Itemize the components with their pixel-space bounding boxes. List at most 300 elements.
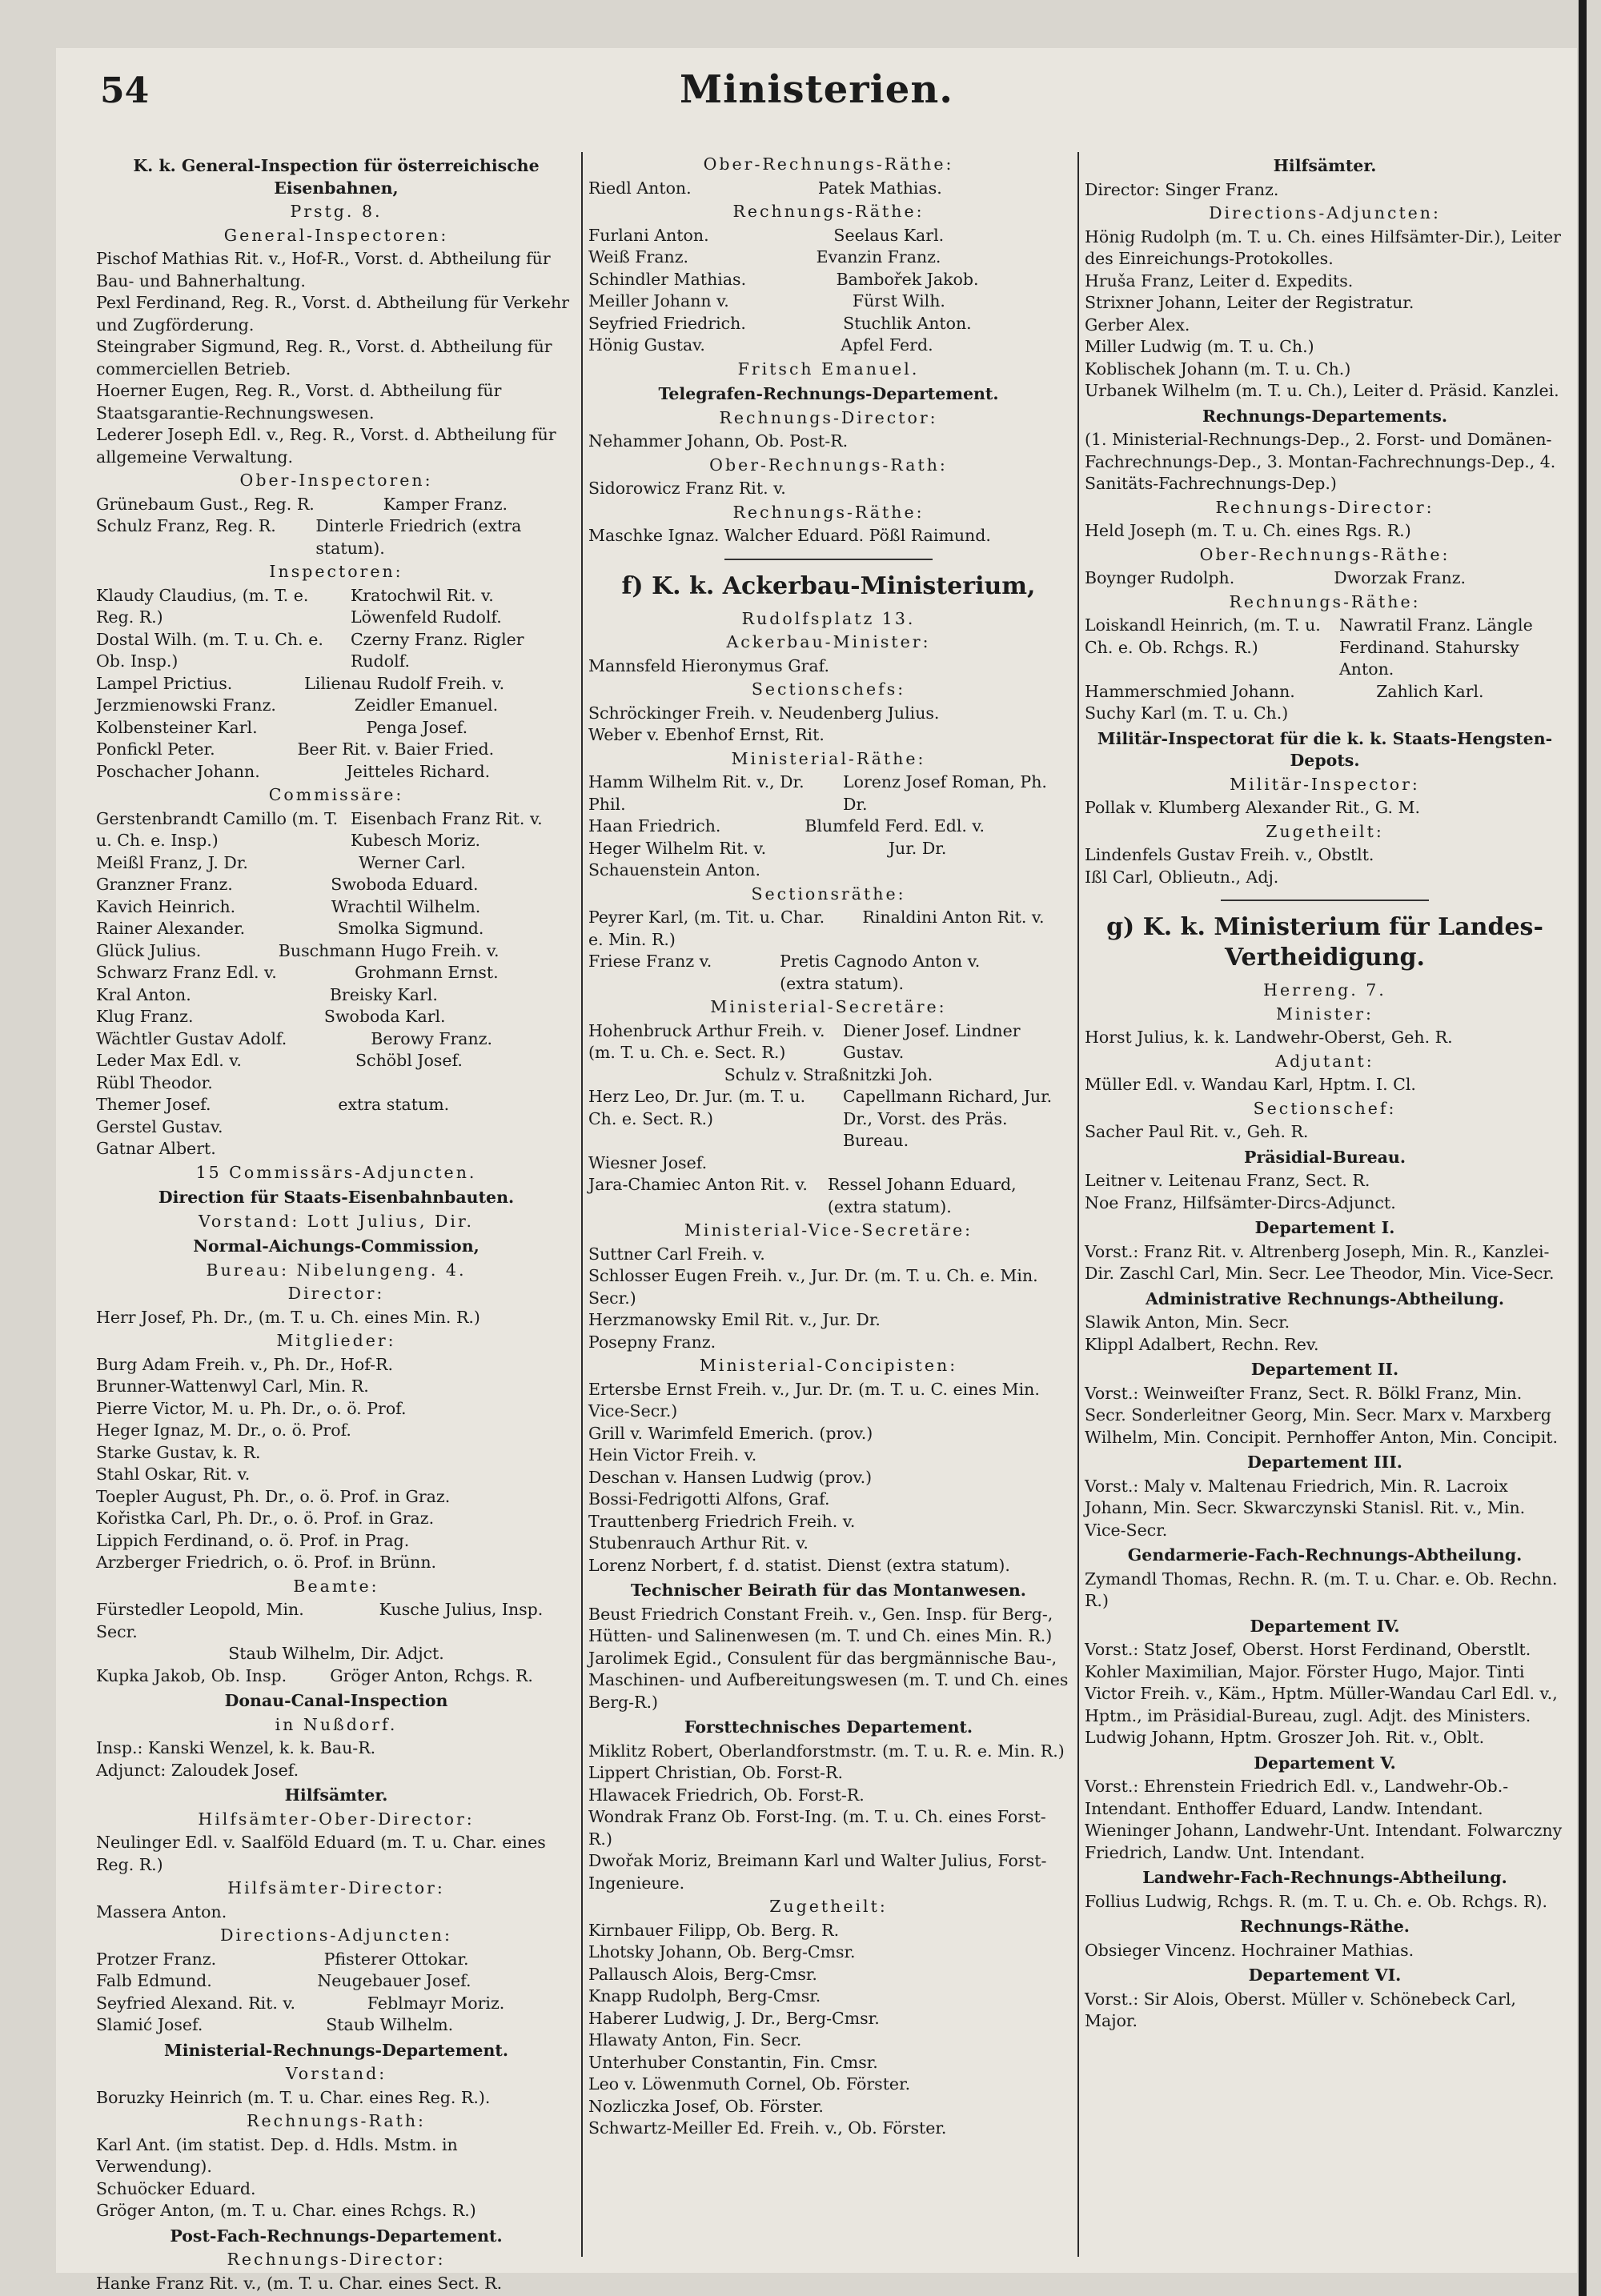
entry-right: Swoboda Eduard. bbox=[331, 875, 479, 894]
section-subheading: Ministerial-Räthe: bbox=[731, 748, 926, 768]
entry-left: Weiß Franz. bbox=[588, 247, 689, 266]
entry-right: Eisenbach Franz Rit. v. Kubesch Moriz. bbox=[351, 808, 543, 850]
entry-left: Riedl Anton. bbox=[588, 178, 692, 198]
section-subheading: Directions-Adjuncten: bbox=[1209, 203, 1441, 222]
entry-pair bbox=[96, 1006, 576, 1028]
entry: Starke Gustav, k. R. bbox=[96, 1442, 261, 1462]
entry-right: Rinaldini Anton Rit. v. bbox=[862, 908, 1045, 927]
entry-left: Kupka Jakob, Ob. Insp. bbox=[96, 1665, 287, 1685]
entry-right: Buschmann Hugo Freih. v. bbox=[278, 940, 500, 960]
entry: Koblischek Johann (m. T. u. Ch.) bbox=[1085, 359, 1351, 379]
section-heading: g) K. k. Ministerium für Landes-Vertheidigung. bbox=[1106, 913, 1543, 972]
entry: Beust Friedrich Constant Freih. v., Gen. Insp. für Berg-, Hütten- und Salinenwesen (m. T. und Ch. eines Min. R.) bbox=[588, 1604, 1053, 1645]
entry-pair bbox=[96, 874, 576, 896]
entry-left: Meiller Johann v. bbox=[588, 291, 729, 311]
entry: Pierre Victor, M. u. Ph. Dr., o. ö. Prof. bbox=[96, 1398, 407, 1418]
entry: Massera Anton. bbox=[96, 1901, 227, 1921]
entry: Arzberger Friedrich, o. ö. Prof. in Brünn. bbox=[96, 1553, 437, 1572]
section-subheading: Zugetheilt: bbox=[1266, 821, 1384, 841]
section-heading: Donau-Canal-Inspection bbox=[224, 1691, 448, 1710]
entry: Hlawaty Anton, Fin. Secr. bbox=[588, 2030, 802, 2050]
entry: Hoerner Eugen, Reg. R., Vorst. d. Abtheilung für Staatsgarantie-Rechnungswesen. bbox=[96, 381, 502, 423]
entry-pair bbox=[96, 1028, 576, 1051]
entry: Noe Franz, Hilfsämter-Dircs-Adjunct. bbox=[1085, 1192, 1396, 1212]
entry-right: Evanzin Franz. bbox=[816, 247, 941, 266]
entry-right: Feblmayr Moriz. bbox=[367, 1993, 505, 2013]
entry: Vorst.: Maly v. Maltenau Friedrich, Min. R. Lacroix Johann, Min. Secr. Skwarczynski Stanisl. Rit. v., Min. Vice-Secr. bbox=[1085, 1476, 1526, 1540]
entry-pair bbox=[96, 673, 576, 695]
entry-pair bbox=[96, 896, 576, 919]
entry-left: Hamm Wilhelm Rit. v., Dr. Phil. bbox=[588, 772, 805, 814]
section-heading: Departement I. bbox=[1254, 1218, 1395, 1237]
entry-right: Czerny Franz. Rigler Rudolf. bbox=[351, 629, 524, 671]
entry: Rübl Theodor. bbox=[96, 1072, 213, 1092]
page-number: 54 bbox=[100, 70, 150, 111]
section-subheading: Ministerial-Concipisten: bbox=[699, 1356, 958, 1375]
entry-left: Dostal Wilh. (m. T. u. Ch. e. Ob. Insp.) bbox=[96, 629, 323, 671]
entry-left: Boynger Rudolph. bbox=[1085, 568, 1235, 587]
section-subheading: Rechnungs-Director: bbox=[1215, 497, 1434, 517]
entry: Follius Ludwig, Rchgs. R. (m. T. u. Ch. e. Ob. Rchgs. R). bbox=[1085, 1891, 1548, 1911]
entry: Slawik Anton, Min. Secr. bbox=[1085, 1312, 1290, 1332]
entry-right: Kratochwil Rit. v. Löwenfeld Rudolf. bbox=[351, 585, 502, 627]
entry-right: Jur. Dr. bbox=[888, 838, 947, 858]
column-right bbox=[1085, 152, 1565, 2257]
section-subheading: Rechnungs-Director: bbox=[719, 407, 938, 427]
entry: Lippich Ferdinand, o. ö. Prof. in Prag. bbox=[96, 1530, 410, 1550]
entry: Zymandl Thomas, Rechn. R. (m. T. u. Char. e. Ob. Rechn. R.) bbox=[1085, 1569, 1558, 1610]
entry-pair bbox=[96, 962, 576, 984]
entry: Sidorowicz Franz Rit. v. bbox=[588, 479, 786, 498]
section-subheading: Beamte: bbox=[293, 1576, 379, 1596]
section-heading: Landwehr-Fach-Rechnungs-Abtheilung. bbox=[1142, 1868, 1507, 1887]
entry: Director: Singer Franz. bbox=[1085, 179, 1279, 199]
entry-pair bbox=[96, 739, 576, 761]
entry: Boruzky Heinrich (m. T. u. Char. eines Reg. R.). bbox=[96, 2087, 491, 2107]
section-heading: Forsttechnisches Departement. bbox=[684, 1717, 973, 1737]
section-heading: Normal-Aichungs-Commission, bbox=[193, 1236, 479, 1256]
page-edge-rule bbox=[1579, 0, 1587, 2296]
section-subheading: Ober-Rechnungs-Rath: bbox=[709, 455, 948, 475]
section-subheading: Rechnungs-Director: bbox=[227, 2250, 446, 2269]
section-heading: Rechnungs-Departements. bbox=[1202, 406, 1448, 426]
entry-pair bbox=[588, 1086, 1069, 1152]
entry-left: Jerzmienowski Franz. bbox=[96, 695, 276, 715]
entry-pair bbox=[96, 808, 576, 852]
section-subheading: Zugetheilt: bbox=[769, 1897, 888, 1916]
entry-right: Diener Josef. Lindner Gustav. bbox=[843, 1020, 1021, 1062]
entry: Deschan v. Hansen Ludwig (prov.) bbox=[588, 1467, 873, 1487]
entry: Gatnar Albert. bbox=[96, 1139, 216, 1158]
entry-left: Schindler Mathias. bbox=[588, 269, 747, 289]
section-subheading: Vorstand: Lott Julius, Dir. bbox=[198, 1211, 475, 1231]
entry: Horst Julius, k. k. Landwehr-Oberst, Geh. R. bbox=[1085, 1028, 1453, 1047]
entry-left: Meißl Franz, J. Dr. bbox=[96, 852, 248, 872]
entry: Miller Ludwig (m. T. u. Ch.) bbox=[1085, 337, 1314, 356]
entry-left: Klaudy Claudius, (m. T. e. Reg. R.) bbox=[96, 585, 309, 627]
entry: Insp.: Kanski Wenzel, k. k. Bau-R. bbox=[96, 1738, 376, 1757]
section-subheading: Commissäre: bbox=[268, 785, 404, 804]
section-subheading: Fritsch Emanuel. bbox=[737, 359, 920, 379]
entry: Miklitz Robert, Oberlandforstmstr. (m. T. u. R. e. Min. R.) bbox=[588, 1741, 1065, 1761]
entry-left: Friese Franz v. bbox=[588, 952, 712, 971]
entry: Schröckinger Freih. v. Neudenberg Julius. bbox=[588, 703, 940, 723]
entry: Pallausch Alois, Berg-Cmsr. bbox=[588, 1964, 817, 1984]
section-subheading: Mitglieder: bbox=[276, 1331, 396, 1350]
entry-right: Schöbl Josef. bbox=[355, 1051, 463, 1070]
page-header bbox=[56, 48, 1577, 136]
section-subheading: Sectionsräthe: bbox=[751, 884, 906, 904]
section-subheading: Ober-Rechnungs-Räthe: bbox=[1199, 544, 1451, 564]
entry-pair bbox=[588, 1174, 1069, 1218]
entry-left: Ponfickl Peter. bbox=[96, 739, 215, 759]
entry: Hlawacek Friedrich, Ob. Forst-R. bbox=[588, 1785, 865, 1805]
entry: Grill v. Warimfeld Emerich. (prov.) bbox=[588, 1423, 873, 1443]
section-heading: Departement IV. bbox=[1250, 1616, 1400, 1636]
section-heading: Technischer Beirath für das Montanwesen. bbox=[631, 1581, 1026, 1600]
entry: Knapp Rudolph, Berg-Cmsr. bbox=[588, 1986, 821, 2005]
section-subheading: Rudolfsplatz 13. bbox=[741, 608, 916, 628]
entry-left: Themer Josef. bbox=[96, 1095, 211, 1114]
section-subheading: Rechnungs-Räthe: bbox=[732, 202, 925, 221]
entry: Jarolimek Egid., Consulent für das bergmännische Bau-, Maschinen- und Aufbereitungswesen (m. T. und Ch. eines Berg-R.) bbox=[588, 1648, 1069, 1712]
entry: Vorst.: Ehrenstein Friedrich Edl. v., Landwehr-Ob.-Intendant. Enthoffer Eduard, Landw. Intendant. Wieninger Johann, Landwehr-Unt. Intendant. Folwarczny Friedrich, Landw. Unt. Intendant. bbox=[1085, 1777, 1563, 1862]
section-rule bbox=[1221, 900, 1429, 901]
entry-left: Herz Leo, Dr. Jur. (m. T. u. Ch. e. Sect. R.) bbox=[588, 1087, 806, 1128]
entry-left: Glück Julius. bbox=[96, 940, 202, 960]
entry-pair bbox=[588, 225, 1069, 247]
section-subheading: Hilfsämter-Ober-Director: bbox=[198, 1809, 475, 1829]
entry: Kirnbauer Filipp, Ob. Berg. R. bbox=[588, 1920, 840, 1940]
entry-right: extra statum. bbox=[338, 1095, 450, 1114]
entry: Herzmanowsky Emil Rit. v., Jur. Dr. bbox=[588, 1310, 881, 1329]
entry-left: Leder Max Edl. v. bbox=[96, 1051, 242, 1070]
entry-right: Fürst Wilh. bbox=[852, 291, 945, 311]
entry-right: Grohmann Ernst. bbox=[355, 963, 499, 982]
entry-pair bbox=[588, 1020, 1069, 1064]
section-subheading: Adjutant: bbox=[1275, 1051, 1374, 1071]
entry: Burg Adam Freih. v., Ph. Dr., Hof-R. bbox=[96, 1354, 393, 1374]
entry: Gerstel Gustav. bbox=[96, 1116, 223, 1136]
entry-right: Beer Rit. v. Baier Fried. bbox=[297, 739, 495, 759]
entry: Nozliczka Josef, Ob. Förster. bbox=[588, 2096, 824, 2116]
section-subheading: Sectionschef: bbox=[1253, 1098, 1397, 1118]
entry-left: Fürstedler Leopold, Min. Secr. bbox=[96, 1600, 304, 1641]
entry: Steingraber Sigmund, Reg. R., Vorst. d. Abtheilung für commerciellen Betrieb. bbox=[96, 337, 552, 379]
entry: Kořistka Carl, Ph. Dr., o. ö. Prof. in Graz. bbox=[96, 1509, 435, 1528]
entry: Brunner-Wattenwyl Carl, Min. R. bbox=[96, 1376, 369, 1396]
entry-left: Hönig Gustav. bbox=[588, 335, 705, 355]
entry-pair bbox=[96, 1970, 576, 1993]
entry-left: Schulz Franz, Reg. R. bbox=[96, 516, 276, 535]
entry-pair bbox=[588, 313, 1069, 335]
entry-left: Kolbensteiner Karl. bbox=[96, 717, 258, 737]
entry-right: Lorenz Josef Roman, Ph. Dr. bbox=[843, 772, 1047, 814]
entry: Suttner Carl Freih. v. bbox=[588, 1244, 765, 1264]
entry-right: Lilienau Rudolf Freih. v. bbox=[304, 673, 505, 693]
entry-pair bbox=[588, 951, 1069, 995]
section-heading: Departement VI. bbox=[1248, 1965, 1402, 1985]
entry: Bossi-Fedrigotti Alfons, Graf. bbox=[588, 1489, 830, 1509]
entry: Schwartz-Meiller Ed. Freih. v., Ob. Förster. bbox=[588, 2118, 947, 2138]
entry: Held Joseph (m. T. u. Ch. eines Rgs. R.) bbox=[1085, 521, 1411, 540]
entry: Lederer Joseph Edl. v., Reg. R., Vorst. d. Abtheilung für allgemeine Verwaltung. bbox=[96, 425, 556, 467]
entry-right: Nawratil Franz. Längle Ferdinand. Stahursky Anton. bbox=[1339, 615, 1533, 679]
section-heading: Administrative Rechnungs-Abtheilung. bbox=[1146, 1288, 1504, 1308]
entry-right: Werner Carl. bbox=[359, 852, 466, 872]
entry-pair bbox=[96, 2014, 576, 2037]
entry-right: Jeitteles Richard. bbox=[346, 761, 491, 781]
entry-right: Dinterle Friedrich (extra statum). bbox=[315, 516, 522, 558]
entry: Haberer Ludwig, J. Dr., Berg-Cmsr. bbox=[588, 2008, 880, 2028]
entry: Klippl Adalbert, Rechn. Rev. bbox=[1085, 1334, 1319, 1354]
section-subheading: General-Inspectoren: bbox=[223, 225, 449, 245]
entry-pair bbox=[96, 984, 576, 1007]
entry-right: Kusche Julius, Insp. bbox=[379, 1600, 544, 1619]
section-subheading: Minister: bbox=[1276, 1004, 1374, 1024]
section-subheading: Ober-Inspectoren: bbox=[239, 471, 433, 490]
entry: Vorst.: Franz Rit. v. Altrenberg Joseph, Min. R., Kanzlei-Dir. Zaschl Carl, Min. Secr. Lee Theodor, Min. Vice-Secr. bbox=[1085, 1241, 1555, 1283]
column-separator bbox=[581, 152, 583, 2257]
column-middle bbox=[588, 152, 1069, 2257]
page bbox=[56, 48, 1577, 2293]
entry-pair bbox=[96, 695, 576, 717]
entry-right: Breisky Karl. bbox=[329, 984, 438, 1004]
entry-right: Bambořek Jakob. bbox=[836, 269, 979, 289]
entry: Hein Victor Freih. v. bbox=[588, 1445, 757, 1465]
entry-right: Staub Wilhelm, Dir. Adjct. bbox=[228, 1644, 444, 1663]
entry-right: Penga Josef. bbox=[366, 717, 468, 737]
entry: Lippert Christian, Ob. Forst-R. bbox=[588, 1763, 843, 1782]
entry-pair bbox=[588, 291, 1069, 313]
section-heading: K. k. General-Inspection für österreichische Eisenbahnen, bbox=[133, 156, 540, 198]
entry-left: Jara-Chamiec Anton Rit. v. bbox=[588, 1175, 808, 1194]
entry-left: Rainer Alexander. bbox=[96, 919, 246, 938]
entry-pair bbox=[96, 585, 576, 629]
entry-left: Kral Anton. bbox=[96, 984, 191, 1004]
entry: Müller Edl. v. Wandau Karl, Hptm. I. Cl. bbox=[1085, 1075, 1416, 1094]
entry: Leo v. Löwenmuth Cornel, Ob. Förster. bbox=[588, 2074, 911, 2094]
section-heading: Präsidial-Bureau. bbox=[1244, 1147, 1406, 1167]
entry-pair bbox=[96, 940, 576, 963]
entry: Weber v. Ebenhof Ernst, Rit. bbox=[588, 725, 825, 744]
running-title: Ministerien. bbox=[680, 67, 953, 112]
entry: Stahl Oskar, Rit. v. bbox=[96, 1465, 251, 1484]
entry-right: Swoboda Karl. bbox=[323, 1007, 446, 1026]
entry-left: Poschacher Johann. bbox=[96, 761, 260, 781]
entry: Lhotsky Johann, Ob. Berg-Cmsr. bbox=[588, 1942, 856, 1961]
entry-right: Zahlich Karl. bbox=[1376, 681, 1484, 701]
entry-pair bbox=[96, 494, 576, 516]
entry: Herr Josef, Ph. Dr., (m. T. u. Ch. eines Min. R.) bbox=[96, 1307, 480, 1327]
entry-right: Pfisterer Ottokar. bbox=[323, 1949, 469, 1969]
section-subheading: Ackerbau-Minister: bbox=[726, 632, 931, 651]
entry-right: Patek Mathias. bbox=[817, 178, 942, 198]
column-left bbox=[96, 152, 576, 2293]
section-subheading: Inspectoren: bbox=[269, 562, 403, 581]
entry: Vorst.: Statz Josef, Oberst. Horst Ferdinand, Oberstlt. Kohler Maximilian, Major. Förster Hugo, Major. Tinti Victor Freih. v., Käm., Hptm. Müller-Wandau Carl Edl. v., Hptm., im Präsidial-Bureau, zugl. Adjt. des Ministers. Ludwig Johann, Hptm. Groszer Joh. Rit. v., Oblt. bbox=[1085, 1640, 1558, 1747]
section-subheading: Herreng. 7. bbox=[1263, 980, 1386, 1000]
entry: Wondrak Franz Ob. Forst-Ing. (m. T. u. Ch. eines Forst-R.) bbox=[588, 1807, 1046, 1849]
entry-left: Heger Wilhelm Rit. v. bbox=[588, 838, 767, 858]
entry-right: Pretis Cagnodo Anton v. (extra statum). bbox=[780, 952, 981, 993]
section-subheading: Director: bbox=[287, 1284, 385, 1303]
entry: Schlosser Eugen Freih. v., Jur. Dr. (m. T. u. Ch. e. Min. Secr.) bbox=[588, 1266, 1038, 1308]
section-heading: Hilfsämter. bbox=[1273, 156, 1377, 175]
section-heading: Gendarmerie-Fach-Rechnungs-Abtheilung. bbox=[1127, 1545, 1523, 1565]
entry-pair bbox=[588, 907, 1069, 951]
entry-pair bbox=[1085, 567, 1565, 590]
entry: Pischof Mathias Rit. v., Hof-R., Vorst. d. Abtheilung für Bau- und Bahnerhaltung. bbox=[96, 249, 551, 291]
entry-left: Peyrer Karl, (m. Tit. u. Char. e. Min. R.) bbox=[588, 908, 825, 949]
entry-right: Ressel Johann Eduard, (extra statum). bbox=[827, 1175, 1017, 1216]
entry: Hruša Franz, Leiter d. Expedits. bbox=[1085, 270, 1354, 291]
entry-pair bbox=[96, 1949, 576, 1971]
entry: Heger Ignaz, M. Dr., o. ö. Prof. bbox=[96, 1420, 351, 1440]
entry: Lorenz Norbert, f. d. statist. Dienst (extra statum). bbox=[588, 1555, 1010, 1575]
entry-left: Seyfried Alexand. Rit. v. bbox=[96, 1993, 296, 2013]
entry-right: Gröger Anton, Rchgs. R. bbox=[330, 1665, 533, 1685]
entry: Trauttenberg Friedrich Freih. v. bbox=[588, 1511, 856, 1531]
entry: Karl Ant. (im statist. Dep. d. Hdls. Mstm. in Verwendung). bbox=[96, 2134, 458, 2176]
entry-pair bbox=[96, 717, 576, 739]
entry-right: Capellmann Richard, Jur. Dr., Vorst. des Präs. Bureau. bbox=[843, 1087, 1053, 1150]
entry: Adjunct: Zaloudek Josef. bbox=[96, 1760, 299, 1780]
entry-pair bbox=[96, 1665, 576, 1688]
entry: Leitner v. Leitenau Franz, Sect. R. bbox=[1085, 1171, 1370, 1190]
entry-pair bbox=[96, 918, 576, 940]
entry-pair bbox=[1085, 615, 1565, 681]
entry: Ertersbe Ernst Freih. v., Jur. Dr. (m. T. u. C. eines Min. Vice-Secr.) bbox=[588, 1379, 1040, 1420]
entry-left: Granzner Franz. bbox=[96, 875, 233, 894]
entry-right: Apfel Ferd. bbox=[841, 335, 933, 355]
entry: Wiesner Josef. bbox=[588, 1152, 708, 1172]
section-heading: Hilfsämter. bbox=[284, 1785, 388, 1805]
entry-pair bbox=[1085, 681, 1565, 703]
entry: Dwořak Moriz, Breimann Karl und Walter Julius, Forst-Ingenieure. bbox=[588, 1851, 1047, 1893]
entry-left: Seyfried Friedrich. bbox=[588, 313, 746, 333]
section-subheading: Bureau: Nibelungeng. 4. bbox=[206, 1260, 467, 1280]
entry-right: Zeidler Emanuel. bbox=[354, 695, 499, 715]
entry-pair bbox=[96, 629, 576, 673]
entry-left: Furlani Anton. bbox=[588, 225, 709, 245]
section-subheading: Militär-Inspector: bbox=[1230, 774, 1420, 794]
entry: Lindenfels Gustav Freih. v., Obstlt. bbox=[1085, 845, 1374, 864]
entry-right: Berowy Franz. bbox=[371, 1028, 493, 1048]
section-subheading: Vorstand: bbox=[285, 2064, 387, 2083]
entry: Gröger Anton, (m. T. u. Char. eines Rchgs. R.) bbox=[96, 2201, 476, 2220]
entry: Vorst.: Sir Alois, Oberst. Müller v. Schönebeck Carl, Major. bbox=[1085, 1989, 1516, 2030]
entry: Unterhuber Constantin, Fin. Cmsr. bbox=[588, 2052, 878, 2072]
entry-pair bbox=[96, 1643, 576, 1665]
entry-pair bbox=[96, 1993, 576, 2015]
entry: Vorst.: Weinweiſter Franz, Sect. R. Bölkl Franz, Min. Secr. Sonderleitner Georg, Min. Secr. Marx v. Marxberg Wilhelm, Min. Concipit. Pernhoffer Anton, Min. Concipit. bbox=[1085, 1383, 1559, 1447]
entry-pair bbox=[588, 335, 1069, 357]
entry-left: Wächtler Gustav Adolf. bbox=[96, 1028, 287, 1048]
entry: Posepny Franz. bbox=[588, 1332, 716, 1352]
entry-pair bbox=[96, 761, 576, 783]
section-heading: Departement II. bbox=[1250, 1360, 1399, 1379]
entry: Strixner Johann, Leiter der Registratur. bbox=[1085, 293, 1414, 312]
entry: Maschke Ignaz. Walcher Eduard. Pößl Raimund. bbox=[588, 526, 991, 545]
section-rule bbox=[724, 559, 933, 560]
entry: Urbanek Wilhelm (m. T. u. Ch.), Leiter d. Präsid. Kanzlei. bbox=[1085, 381, 1559, 400]
entry-right: Wrachtil Wilhelm. bbox=[331, 896, 481, 916]
entry-left: Hammerschmied Johann. bbox=[1085, 681, 1295, 701]
entry-left: Klug Franz. bbox=[96, 1007, 194, 1026]
entry: Hanke Franz Rit. v., (m. T. u. Char. eines Sect. R. bbox=[96, 2273, 503, 2293]
entry-pair bbox=[588, 269, 1069, 291]
section-heading: Post-Fach-Rechnungs-Departement. bbox=[170, 2226, 503, 2246]
section-heading: Departement III. bbox=[1247, 1453, 1402, 1472]
entry-left: Loiskandl Heinrich, (m. T. u. Ch. e. Ob. Rchgs. R.) bbox=[1085, 615, 1321, 657]
entry-right: Neugebauer Josef. bbox=[317, 1971, 471, 1990]
section-subheading: in Nußdorf. bbox=[275, 1714, 398, 1734]
entry-pair bbox=[588, 246, 1069, 269]
entry-pair bbox=[588, 815, 1069, 838]
section-subheading: Rechnungs-Räthe: bbox=[732, 502, 925, 522]
entry: Hönig Rudolph (m. T. u. Ch. eines Hilfsämter-Dir.), Leiter des Einreichungs-Protokolles. bbox=[1085, 226, 1561, 268]
entry-left: Haan Friedrich. bbox=[588, 816, 721, 835]
section-heading: Departement V. bbox=[1254, 1753, 1396, 1773]
entry: Suchy Karl (m. T. u. Ch.) bbox=[1085, 703, 1289, 723]
entry-pair bbox=[588, 838, 1069, 860]
section-heading: Militär-Inspectorat für die k. k. Staats-Hengsten-Depots. bbox=[1097, 728, 1553, 770]
entry-right: Schulz v. Straßnitzki Joh. bbox=[724, 1064, 933, 1084]
entry-left: Kavich Heinrich. bbox=[96, 896, 236, 916]
entry-right: Seelaus Karl. bbox=[833, 225, 945, 245]
entry: Schuöcker Eduard. bbox=[96, 2178, 256, 2198]
entry: Ißl Carl, Oblieutn., Adj. bbox=[1085, 867, 1279, 887]
entry-left: Lampel Prictius. bbox=[96, 673, 233, 693]
entry: Obsieger Vincenz. Hochrainer Mathias. bbox=[1085, 1940, 1414, 1960]
entry-left: Schwarz Franz Edl. v. bbox=[96, 963, 277, 982]
entry: Toepler August, Ph. Dr., o. ö. Prof. in Graz. bbox=[96, 1486, 451, 1506]
entry-pair bbox=[588, 1064, 1069, 1087]
entry: Neulinger Edl. v. Saalföld Eduard (m. T. u. Char. eines Reg. R.) bbox=[96, 1833, 546, 1874]
section-heading: f) K. k. Ackerbau-Ministerium, bbox=[621, 571, 1036, 600]
section-subheading: Ministerial-Vice-Secretäre: bbox=[684, 1220, 973, 1240]
entry: Pollak v. Klumberg Alexander Rit., G. M. bbox=[1085, 798, 1420, 817]
entry-left: Protzer Franz. bbox=[96, 1949, 217, 1969]
entry-right: Smolka Sigmund. bbox=[337, 919, 484, 938]
entry: Nehammer Johann, Ob. Post-R. bbox=[588, 431, 849, 451]
entry-right: Blumfeld Ferd. Edl. v. bbox=[805, 816, 985, 835]
entry: Stubenrauch Arthur Rit. v. bbox=[588, 1533, 809, 1553]
section-subheading: Ober-Rechnungs-Räthe: bbox=[703, 154, 954, 174]
entry-left: Hohenbruck Arthur Freih. v. (m. T. u. Ch. e. Sect. R.) bbox=[588, 1020, 825, 1062]
entry-left: Falb Edmund. bbox=[96, 1971, 212, 1990]
entry-right: Kamper Franz. bbox=[383, 494, 508, 514]
entry-pair bbox=[96, 1050, 576, 1072]
entry-right: Dworzak Franz. bbox=[1334, 568, 1467, 587]
entry-pair bbox=[96, 852, 576, 875]
section-subheading: Hilfsämter-Director: bbox=[227, 1878, 445, 1897]
entry-right: Stuchlik Anton. bbox=[843, 313, 972, 333]
section-heading: Rechnungs-Räthe. bbox=[1240, 1917, 1410, 1936]
entry: Mannsfeld Hieronymus Graf. bbox=[588, 655, 829, 675]
entry: Gerber Alex. bbox=[1085, 315, 1190, 335]
entry-left: Slamić Josef. bbox=[96, 2015, 203, 2034]
section-subheading: Ministerial-Secretäre: bbox=[710, 997, 947, 1016]
section-subheading: Rechnungs-Rath: bbox=[247, 2111, 426, 2130]
section-subheading: Prstg. 8. bbox=[290, 202, 383, 221]
section-subheading: Directions-Adjuncten: bbox=[220, 1925, 452, 1945]
entry: Pexl Ferdinand, Reg. R., Vorst. d. Abtheilung für Verkehr und Zugförderung. bbox=[96, 293, 570, 335]
entry: (1. Ministerial-Rechnungs-Dep., 2. Forst- und Domänen-Fachrechnungs-Dep., 3. Montan-Fachrechnungs-Dep., 4. Sanitäts-Fachrechnungs-Dep.) bbox=[1085, 430, 1556, 493]
entry-pair bbox=[96, 1599, 576, 1643]
entry: Sacher Paul Rit. v., Geh. R. bbox=[1085, 1122, 1309, 1141]
